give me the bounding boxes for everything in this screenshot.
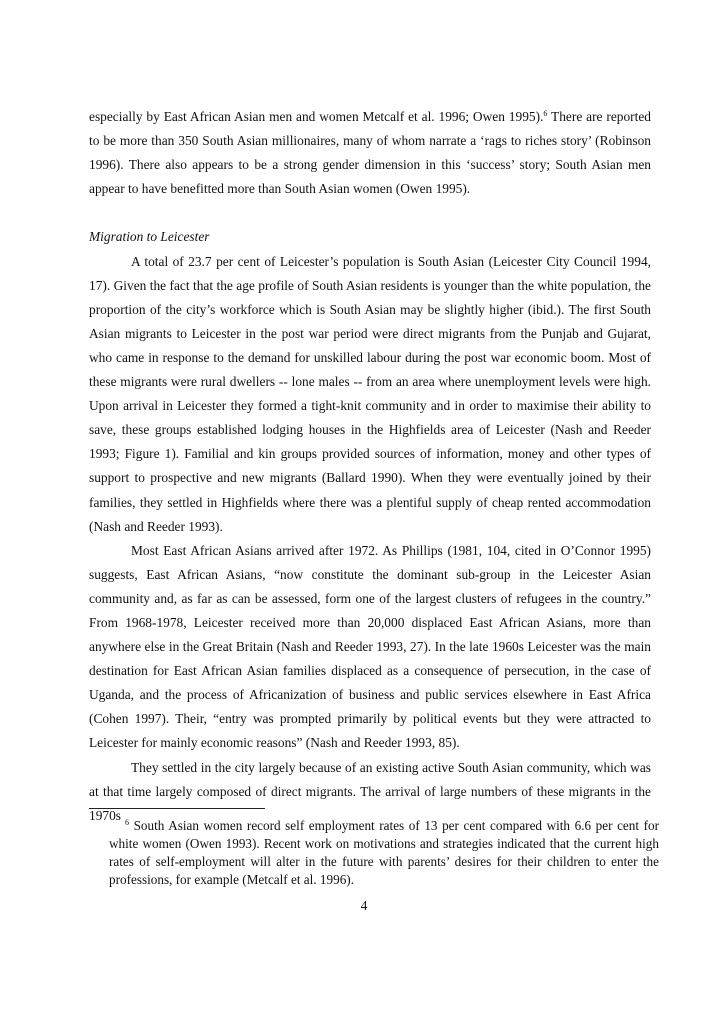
paragraph-east-african-asians: Most East African Asians arrived after 1972. As Phillips (1981, 104, cited in O’Connor 1995) suggests, East African Asians, “now constitute the dominant sub-group in the Leicester Asian community and, as far as can be assessed, form one of the largest clusters of refugees in the country.” From 1968-1978, Leicester received more than 20,000 displaced East African Asians, more than anywhere else in the Great Britain (Nash and Reeder 1993, 27). In the late 1960s Leicester was the main destination for East African Asian families displaced as a consequence of persecution, in the case of Uganda, and the process of Africanization of business and public services elsewhere in East Africa (Cohen 1997). Their, “entry was prompted primarily by political events but they were attracted to Leicester for mainly economic reasons” (Nash and Reeder 1993, 85). xyxy=(89,542,651,751)
footnote-marker: 6 xyxy=(125,818,129,827)
paragraph-settlement: They settled in the city largely because of an existing active South Asian community, which was at that time largely composed of direct migrants. The arrival of large numbers of these migrants in the 1970s xyxy=(89,759,651,823)
paragraph-population: A total of 23.7 per cent of Leicester’s population is South Asian (Leicester City Council 1994, 17). Given the fact that the age profile of South Asian residents is younger than the white population, the proportion of the city’s workforce which is South Asian may be slightly higher (ibid.). The first South Asian migrants to Leicester in the post war period were direct migrants from the Punjab and Gujarat, who came in response to the demand for unskilled labour during the post war economic boom. Most of these migrants were rural dwellers -- lone males -- from an area where unemployment levels were high. Upon arrival in Leicester they formed a tight-knit community and in order to maximise their ability to save, these groups established lodging houses in the Highfields area of Leicester (Nash and Reeder 1993; Figure 1). Familial and kin groups provided sources of information, money and other types of support to prospective and new migrants (Ballard 1990). When they were eventually joined by their families, they settled in Highfields where there was a plentiful supply of cheap rented accommodation (Nash and Reeder 1993). xyxy=(89,253,651,534)
footnote xyxy=(109,817,659,889)
paragraph-continuation-text-end: There are reported to be more than 350 South Asian millionaires, many of whom narrate a ‘rags to riches story’ (Robinson 1996). There also appears to be a strong gender dimension in this ‘success’ story; South Asian men appear to have benefitted more than South Asian women (Owen 1995). xyxy=(89,109,651,197)
footnote-divider xyxy=(89,808,265,809)
paragraph-continuation xyxy=(89,105,651,201)
footnote-text: South Asian women record self employment rates of 13 per cent compared with 6.6 per cent for white women (Owen 1993). Recent work on motivations and strategies indicated that the current high rates of self-employment will alter in the future with parents’ desires for their children to enter the professions, for example (Metcalf et al. 1996). xyxy=(109,818,659,887)
paragraph-continuation-text: especially by East African Asian men and women Metcalf et al. 1996; Owen 1995). xyxy=(89,109,544,124)
footnote-reference: 6 xyxy=(543,109,548,118)
paragraph-spacer xyxy=(89,201,651,225)
section-heading: Migration to Leicester xyxy=(89,229,210,245)
page-number: 4 xyxy=(360,898,368,913)
main-text xyxy=(89,105,651,828)
